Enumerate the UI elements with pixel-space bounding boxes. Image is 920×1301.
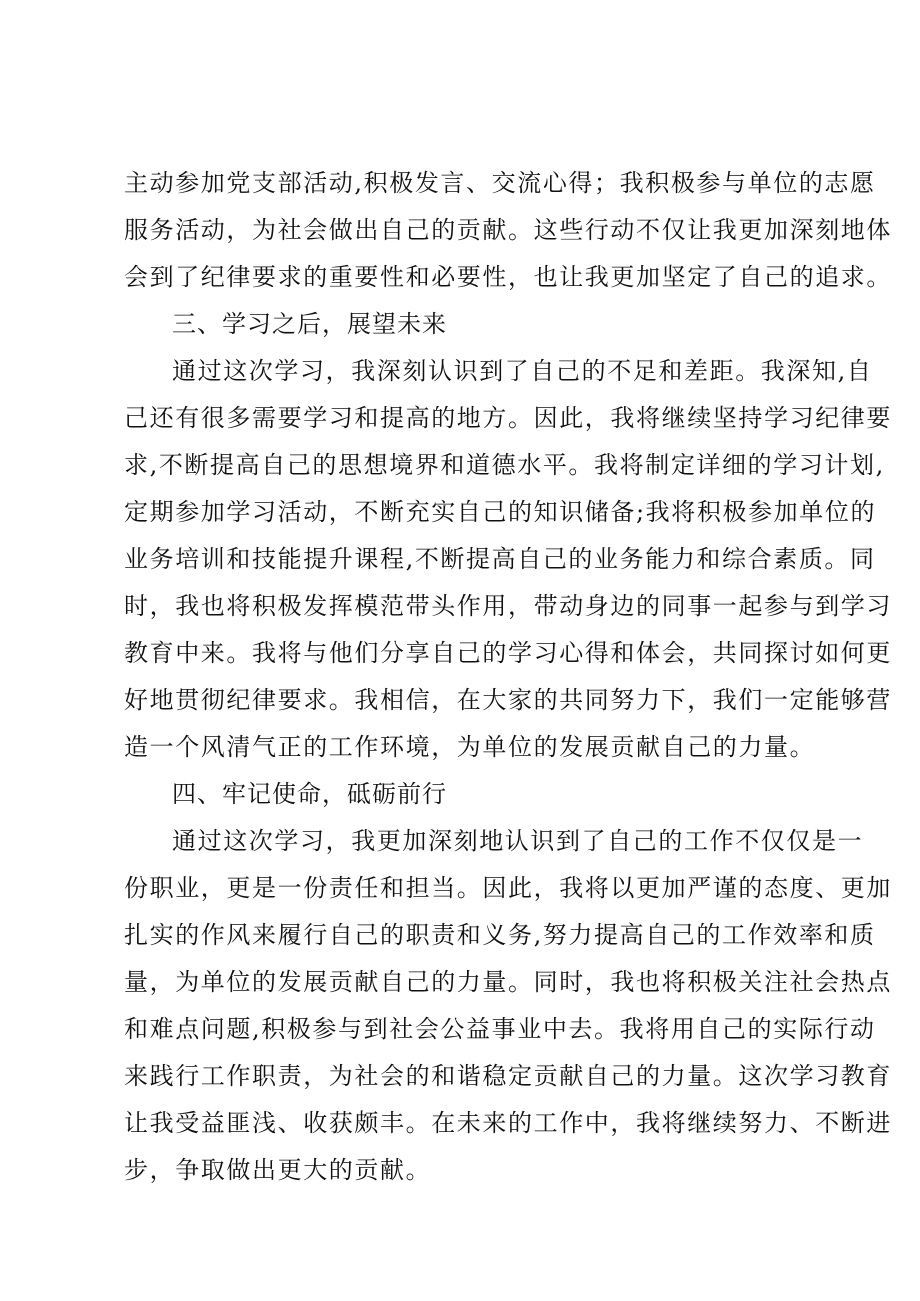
text-line: 会到了纪律要求的重要性和必要性，也让我更加坚定了自己的追求。 (124, 263, 892, 291)
section-4-heading: 四、牢记使命，砥砺前行 (172, 780, 447, 808)
text-line: 造一个风清气正的工作环境，为单位的发展贡献自己的力量。 (124, 733, 816, 761)
text-line: 通过这次学习，我更加深刻地认识到了自己的工作不仅仅是一 (172, 827, 864, 855)
text-line: 己还有很多需要学习和提高的地方。因此，我将继续坚持学习纪律要 (124, 404, 892, 432)
section-3-heading: 三、学习之后，展望未来 (172, 310, 447, 338)
text-line: 主动参加党支部活动,积极发言、交流心得；我积极参与单位的志愿 (124, 169, 876, 197)
section-3-paragraph (124, 348, 892, 771)
text-line: 教育中来。我将与他们分享自己的学习心得和体会，共同探讨如何更 (124, 639, 892, 667)
text-line: 定期参加学习活动，不断充实自己的知识储备;我将积极参加单位的 (124, 498, 877, 526)
intro-paragraph (124, 160, 892, 301)
text-line: 份职业，更是一份责任和担当。因此，我将以更加严谨的态度、更加 (124, 874, 892, 902)
text-line: 通过这次学习，我深刻认识到了自己的不足和差距。我深知,自 (172, 357, 873, 385)
document-body (124, 160, 892, 1194)
text-line: 步，争取做出更大的贡献。 (124, 1156, 432, 1184)
text-line: 和难点问题,积极参与到社会公益事业中去。我将用自己的实际行动 (124, 1015, 876, 1043)
text-line: 服务活动，为社会做出自己的贡献。这些行动不仅让我更加深刻地体 (124, 216, 892, 244)
text-line: 好地贯彻纪律要求。我相信，在大家的共同努力下，我们一定能够营 (124, 686, 892, 714)
section-4-paragraph (124, 818, 892, 1194)
text-line: 业务培训和技能提升课程,不断提高自己的业务能力和综合素质。同 (124, 545, 876, 573)
text-line: 量，为单位的发展贡献自己的力量。同时，我也将积极关注社会热点 (124, 968, 892, 996)
text-line: 求,不断提高自己的思想境界和道德水平。我将制定详细的学习计划, (124, 451, 885, 479)
text-line: 时，我也将积极发挥模范带头作用，带动身边的同事一起参与到学习 (124, 592, 892, 620)
text-line: 来践行工作职责，为社会的和谐稳定贡献自己的力量。这次学习教育 (124, 1062, 892, 1090)
text-line: 扎实的作风来履行自己的职责和义务,努力提高自己的工作效率和质 (124, 921, 876, 949)
text-line: 让我受益匪浅、收获颇丰。在未来的工作中，我将继续努力、不断进 (124, 1109, 892, 1137)
